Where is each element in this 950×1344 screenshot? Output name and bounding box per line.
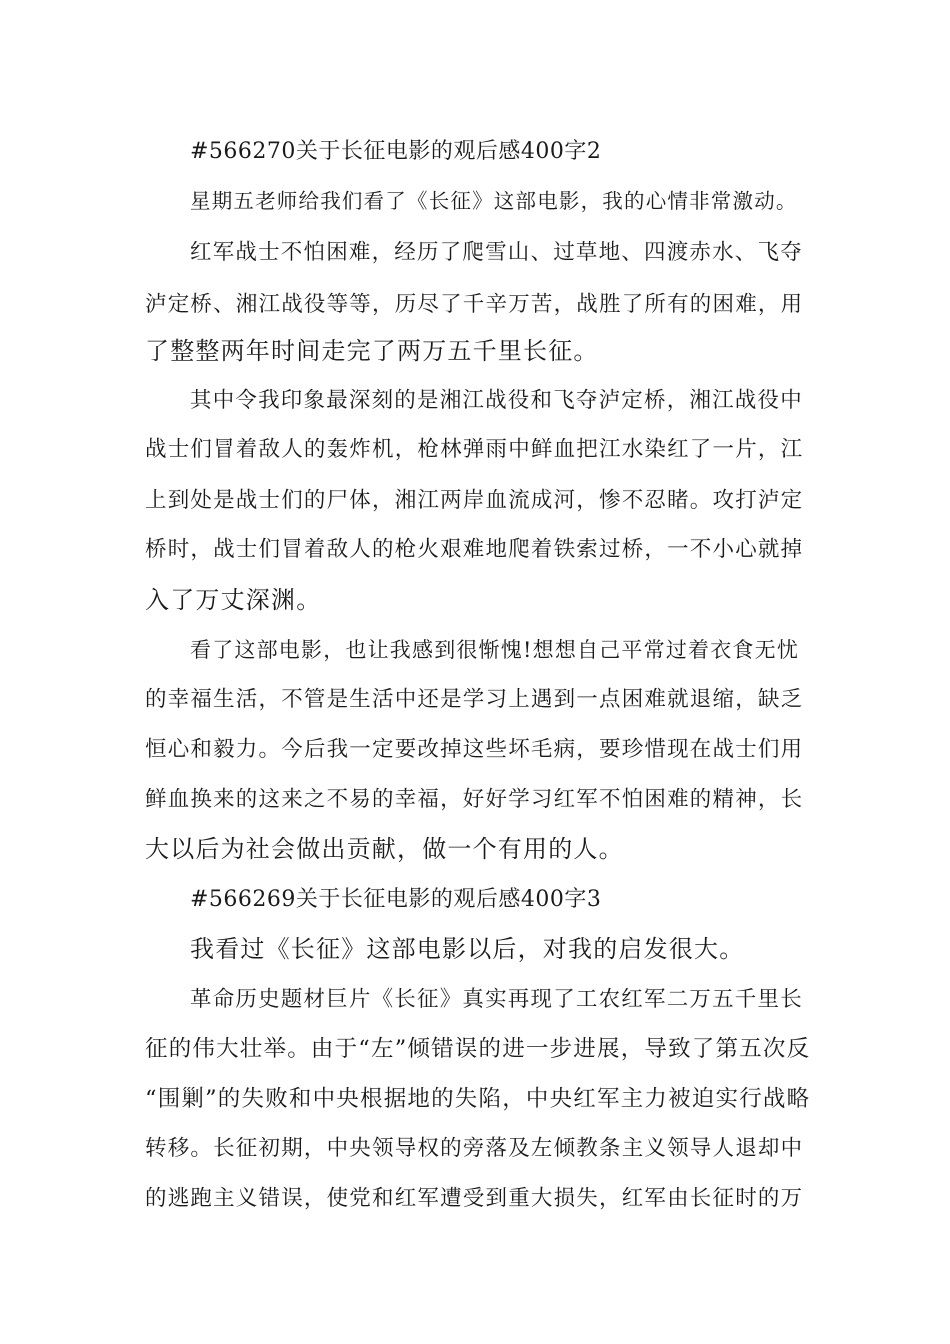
paragraph-line: 红军战士不怕困难，经历了爬雪山、过草地、四渡赤水、飞夺 — [190, 240, 803, 265]
paragraph-line: 的幸福生活，不管是生活中还是学习上遇到一点困难就退缩，缺乏 — [145, 687, 804, 712]
paragraph-line: 大以后为社会做出贡献，做一个有用的人。 — [145, 835, 624, 863]
paragraph-line: 上到处是战士们的尸体，湘江两岸血流成河，惨不忍睹。攻打泸定 — [145, 488, 804, 513]
paragraph-line: 泸定桥、湘江战役等等，历尽了千辛万苦，战胜了所有的困难，用 — [145, 292, 804, 317]
paragraph-line: 恒心和毅力。今后我一定要改掉这些坏毛病，要珍惜现在战士们用 — [145, 737, 804, 762]
paragraph-line: 鲜血换来的这来之不易的幸福，好好学习红军不怕困难的精神，长 — [145, 787, 804, 812]
paragraph-line: 看了这部电影，也让我感到很惭愧!想想自己平常过着衣食无忧 — [190, 638, 800, 662]
paragraph-line: 桥时，战士们冒着敌人的枪火艰难地爬着铁索过桥，一不小心就掉 — [145, 537, 804, 562]
paragraph-line: 革命历史题材巨片《长征》真实再现了工农红军二万五千里长 — [190, 987, 803, 1012]
paragraph-line: 星期五老师给我们看了《长征》这部电影，我的心情非常激动。 — [190, 189, 798, 213]
paragraph-line: “围剿”的失败和中央根据地的失陷，中央红军主力被迫实行战略 — [145, 1086, 811, 1112]
paragraph-line: 我看过《长征》这部电影以后，对我的启发很大。 — [190, 935, 745, 963]
paragraph-line: 战士们冒着敌人的轰炸机，枪林弹雨中鲜血把江水染红了一片，江 — [145, 437, 804, 462]
paragraph-line: 其中令我印象最深刻的是湘江战役和飞夺泸定桥，湘江战役中 — [190, 388, 803, 413]
paragraph-line: 了整整两年时间走完了两万五千里长征。 — [145, 337, 599, 365]
paragraph-line: 征的伟大壮举。由于“左”倾错误的进一步进展，导致了第五次反 — [145, 1036, 811, 1062]
paragraph-line: 转移。长征初期，中央领导权的旁落及左倾教条主义领导人退却中 — [145, 1136, 804, 1161]
paragraph-line: 的逃跑主义错误，使党和红军遭受到重大损失，红军由长征时的万 — [145, 1186, 804, 1211]
section-heading: #566269关于长征电影的观后感400字3 — [190, 887, 602, 912]
paragraph-line: 入了万丈深渊。 — [145, 586, 322, 614]
section-heading: #566270关于长征电影的观后感400字2 — [190, 139, 602, 164]
